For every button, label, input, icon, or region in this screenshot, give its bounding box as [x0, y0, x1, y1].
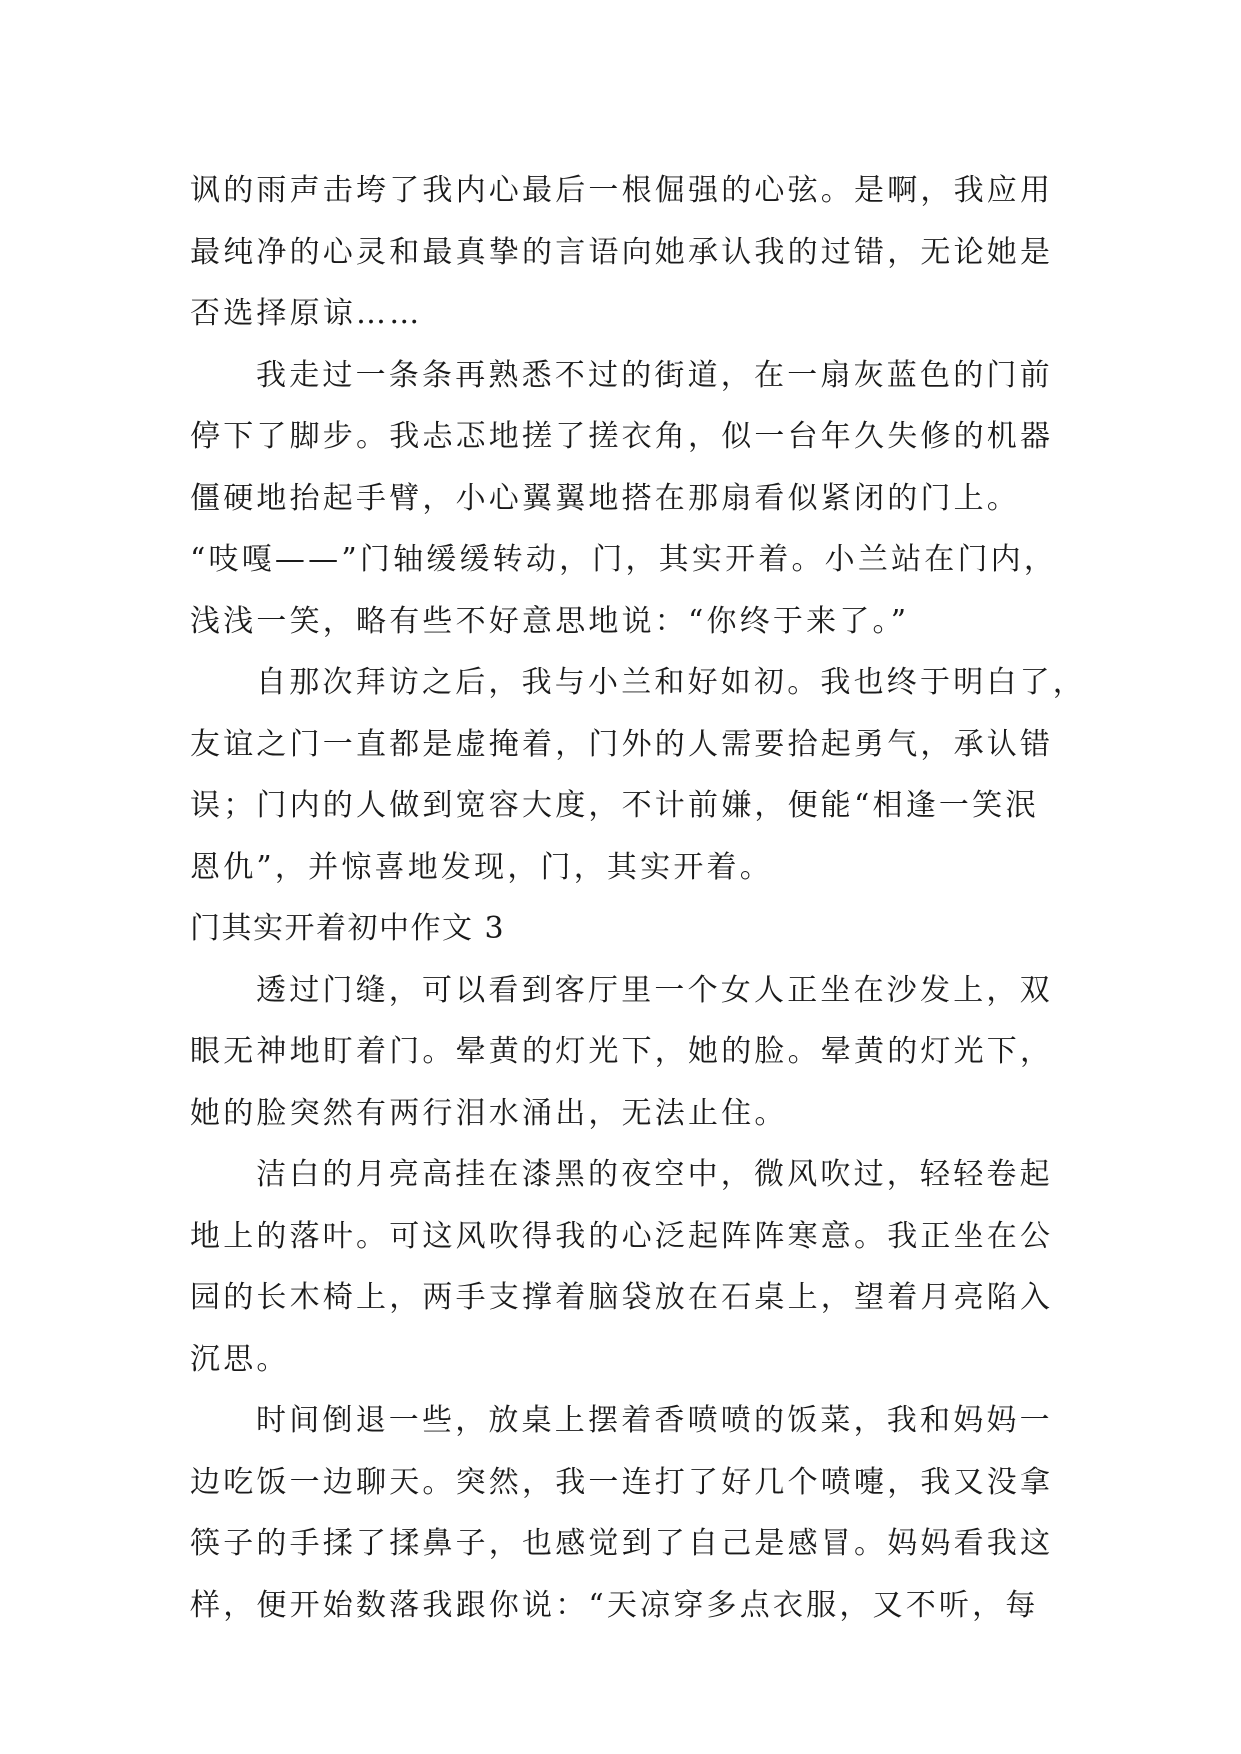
- text-line: 最纯净的心灵和最真挚的言语向她承认我的过错，无论她是: [190, 234, 1054, 270]
- text-line: “吱嘎——”门轴缓缓转动，门，其实开着。小兰站在门内，: [190, 542, 1058, 577]
- text-line: 僵硬地抬起手臂，小心翼翼地搭在那扇看似紧闭的门上。: [190, 480, 1020, 516]
- text-line: 透过门缝，可以看到客厅里一个女人正坐在沙发上，双: [256, 972, 1053, 1008]
- text-line: 边吃饭一边聊天。突然，我一连打了好几个喷嚏，我又没拿: [190, 1464, 1054, 1500]
- text-line: 浅浅一笑，略有些不好意思地说：“你终于来了。”: [190, 603, 910, 639]
- document-page: [190, 160, 1086, 1636]
- text-line: 园的长木椅上，两手支撑着脑袋放在石桌上，望着月亮陷入: [190, 1280, 1054, 1315]
- text-line: 否选择原谅……: [190, 296, 423, 331]
- text-line: 我走过一条条再熟悉不过的街道，在一扇灰蓝色的门前: [256, 357, 1053, 393]
- text-line: 地上的落叶。可这风吹得我的心泛起阵阵寒意。我正坐在公: [190, 1218, 1054, 1254]
- text-line: 沉思。: [190, 1341, 290, 1377]
- text-line: 样，便开始数落我跟你说：“天凉穿多点衣服，又不听，每: [190, 1587, 1039, 1623]
- text-line: 误；门内的人做到宽容大度，不计前嫌，便能“相逢一笑泯: [190, 788, 1039, 823]
- text-line: 洁白的月亮高挂在漆黑的夜空中，微风吹过，轻轻卷起: [256, 1157, 1053, 1192]
- text-line: 停下了脚步。我忐忑地搓了搓衣角，似一台年久失修的机器: [190, 419, 1054, 454]
- text-line: 眼无神地盯着门。晕黄的灯光下，她的脸。晕黄的灯光下，: [190, 1034, 1054, 1069]
- text-line: 她的脸突然有两行泪水涌出，无法止住。: [190, 1095, 788, 1131]
- text-line: 筷子的手揉了揉鼻子，也感觉到了自己是感冒。妈妈看我这: [190, 1526, 1054, 1561]
- text-line: 恩仇”，并惊喜地发现，门，其实开着。: [190, 849, 773, 885]
- text-line: 友谊之门一直都是虚掩着，门外的人需要拾起勇气，承认错: [190, 726, 1054, 762]
- text-line: 自那次拜访之后，我与小兰和好如初。我也终于明白了，: [256, 665, 1086, 700]
- section-heading: 门其实开着初中作文 3: [190, 911, 506, 946]
- text-line: 讽的雨声击垮了我内心最后一根倔强的心弦。是啊，我应用: [190, 173, 1054, 208]
- text-line: 时间倒退一些，放桌上摆着香喷喷的饭菜，我和妈妈一: [256, 1403, 1053, 1438]
